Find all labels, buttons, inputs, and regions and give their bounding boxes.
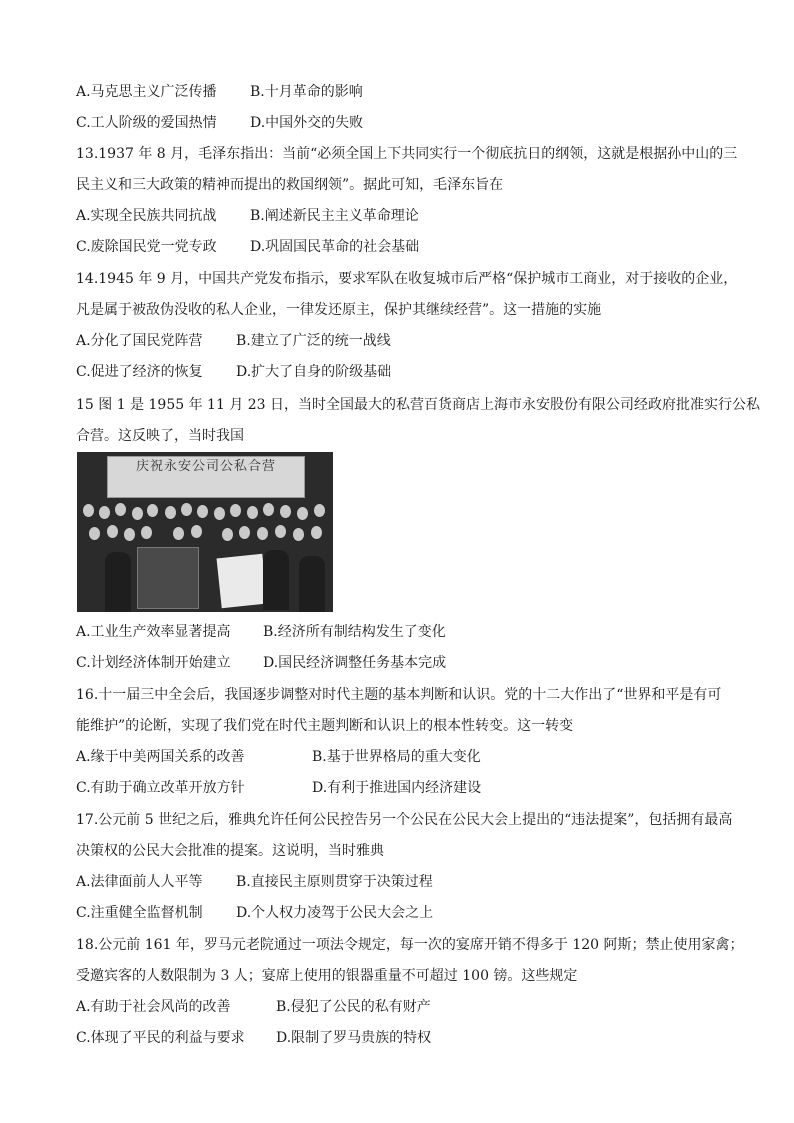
q16-option-d: D.有利于推进国内经济建设 xyxy=(312,780,482,796)
crowd-row-1 xyxy=(77,502,333,524)
photo-crowd-head xyxy=(314,504,325,517)
q13-stem-line1: 13.1937 年 8 月，毛泽东指出：当前“必须全国上下共同实行一个彻底抗日的纲领，这就是根据孙中山的三 xyxy=(76,146,738,162)
q17-option-d: D.个人权力凌驾于公民大会之上 xyxy=(236,905,434,921)
photo-crowd-head xyxy=(280,505,291,518)
q13-stem-line2: 民主义和三大政策的精神而提出的救国纲领”。据此可知，毛泽东旨在 xyxy=(76,177,504,193)
photo-figure xyxy=(105,552,131,612)
q18-option-b: B.侵犯了公民的私有财产 xyxy=(276,999,431,1015)
photo-figure xyxy=(299,556,325,612)
q12-option-d: D.中国外交的失败 xyxy=(250,115,364,131)
q15-option-a: A.工业生产效率显著提高 xyxy=(76,624,231,640)
q12-option-b: B.十月革命的影响 xyxy=(250,84,363,100)
photo-crowd-head xyxy=(141,526,152,539)
photo-crowd-head xyxy=(173,527,184,540)
q17-option-a: A.法律面前人人平等 xyxy=(76,874,203,890)
photo-crowd-head xyxy=(89,527,100,540)
q14-option-c: C.促进了经济的恢复 xyxy=(76,364,203,380)
figure-1-photo xyxy=(77,452,333,612)
q18-stem-line1: 18.公元前 161 年，罗马元老院通过一项法令规定，每一次的宴席开销不得多于 120 阿斯；禁止使用家禽； xyxy=(76,937,744,953)
q14-option-a: A.分化了国民党阵营 xyxy=(76,333,203,349)
q13-option-c: C.废除国民党一党专政 xyxy=(76,239,217,255)
q16-option-b: B.基于世界格局的重大变化 xyxy=(312,749,481,765)
q17-stem-line1: 17.公元前 5 世纪之后，雅典允许任何公民控告另一个公民在公民大会上提出的“违法提案”，包括拥有最高 xyxy=(76,812,733,828)
photo-crowd-head xyxy=(191,525,202,538)
photo-crowd-head xyxy=(214,507,225,520)
photo-crowd-head xyxy=(107,525,118,538)
q17-stem-line2: 决策权的公民大会批准的提案。这说明，当时雅典 xyxy=(76,843,384,859)
photo-crowd-head xyxy=(230,504,241,517)
q14-stem-line1: 14.1945 年 9 月，中国共产党发布指示，要求军队在收复城市后严格“保护城市工商业，对于接收的企业， xyxy=(76,271,738,287)
q18-option-a: A.有助于社会风尚的改善 xyxy=(76,999,231,1015)
photo-crowd-head xyxy=(263,503,274,516)
q15-stem-line2: 合营。这反映了，当时我国 xyxy=(76,428,244,444)
photo-signboard xyxy=(137,547,199,609)
photo-banner-text: 庆祝永安公司公私合营 xyxy=(135,459,276,474)
photo-banner xyxy=(107,456,305,498)
q16-stem-line1: 16.十一届三中全会后，我国逐步调整对时代主题的基本判断和认识。党的十二大作出了“世界和平是有可 xyxy=(76,687,722,703)
photo-crowd-head xyxy=(275,525,286,538)
photo-crowd-head xyxy=(311,526,322,539)
photo-crowd-head xyxy=(115,503,126,516)
q16-option-a: A.缘于中美两国关系的改善 xyxy=(76,749,245,765)
q17-option-c: C.注重健全监督机制 xyxy=(76,905,203,921)
photo-crowd-head xyxy=(293,528,304,541)
photo-crowd-head xyxy=(99,506,110,519)
q15-option-c: C.计划经济体制开始建立 xyxy=(76,655,231,671)
q16-option-c: C.有助于确立改革开放方针 xyxy=(76,780,245,796)
q15-option-d: D.国民经济调整任务基本完成 xyxy=(263,655,447,671)
photo-document xyxy=(217,554,268,609)
q15-stem-line1: 15 图 1 是 1955 年 11 月 23 日，当时全国最大的私营百货商店上海市永安股份有限公司经政府批准实行公私 xyxy=(76,397,761,413)
q14-option-d: D.扩大了自身的阶级基础 xyxy=(236,364,392,380)
q16-stem-line2: 能维护”的论断，实现了我们党在时代主题判断和认识上的根本性转变。这一转变 xyxy=(76,718,574,734)
q12-option-c: C.工人阶级的爱国热情 xyxy=(76,115,217,131)
photo-crowd-head xyxy=(197,505,208,518)
q14-stem-line2: 凡是属于被敌伪没收的私人企业，一律发还原主，保护其继续经营”。这一措施的实施 xyxy=(76,302,602,318)
photo-crowd-head xyxy=(222,528,233,541)
q13-option-d: D.巩固国民革命的社会基础 xyxy=(250,239,420,255)
q13-option-a: A.实现全民族共同抗战 xyxy=(76,208,217,224)
photo-crowd-head xyxy=(297,507,308,520)
q18-option-d: D.限制了罗马贵族的特权 xyxy=(276,1030,432,1046)
photo-crowd-head xyxy=(239,526,250,539)
photo-crowd-head xyxy=(257,527,268,540)
q18-option-c: C.体现了平民的利益与要求 xyxy=(76,1030,245,1046)
photo-crowd-head xyxy=(132,507,143,520)
crowd-row-2 xyxy=(77,524,333,546)
photo-figure xyxy=(263,550,289,610)
photo-crowd-head xyxy=(83,504,94,517)
q17-option-b: B.直接民主原则贯穿于决策过程 xyxy=(236,874,433,890)
photo-crowd-head xyxy=(124,528,135,541)
photo-crowd-head xyxy=(147,504,158,517)
q18-stem-line2: 受邀宾客的人数限制为 3 人；宴席上使用的银器重量不可超过 100 镑。这些规定 xyxy=(76,968,578,984)
photo-crowd-head xyxy=(165,506,176,519)
q13-option-b: B.阐述新民主主义革命理论 xyxy=(250,208,419,224)
q14-option-b: B.建立了广泛的统一战线 xyxy=(236,333,391,349)
photo-crowd-head xyxy=(247,506,258,519)
q12-option-a: A.马克思主义广泛传播 xyxy=(76,84,217,100)
photo-crowd-head xyxy=(181,503,192,516)
q15-option-b: B.经济所有制结构发生了变化 xyxy=(263,624,446,640)
